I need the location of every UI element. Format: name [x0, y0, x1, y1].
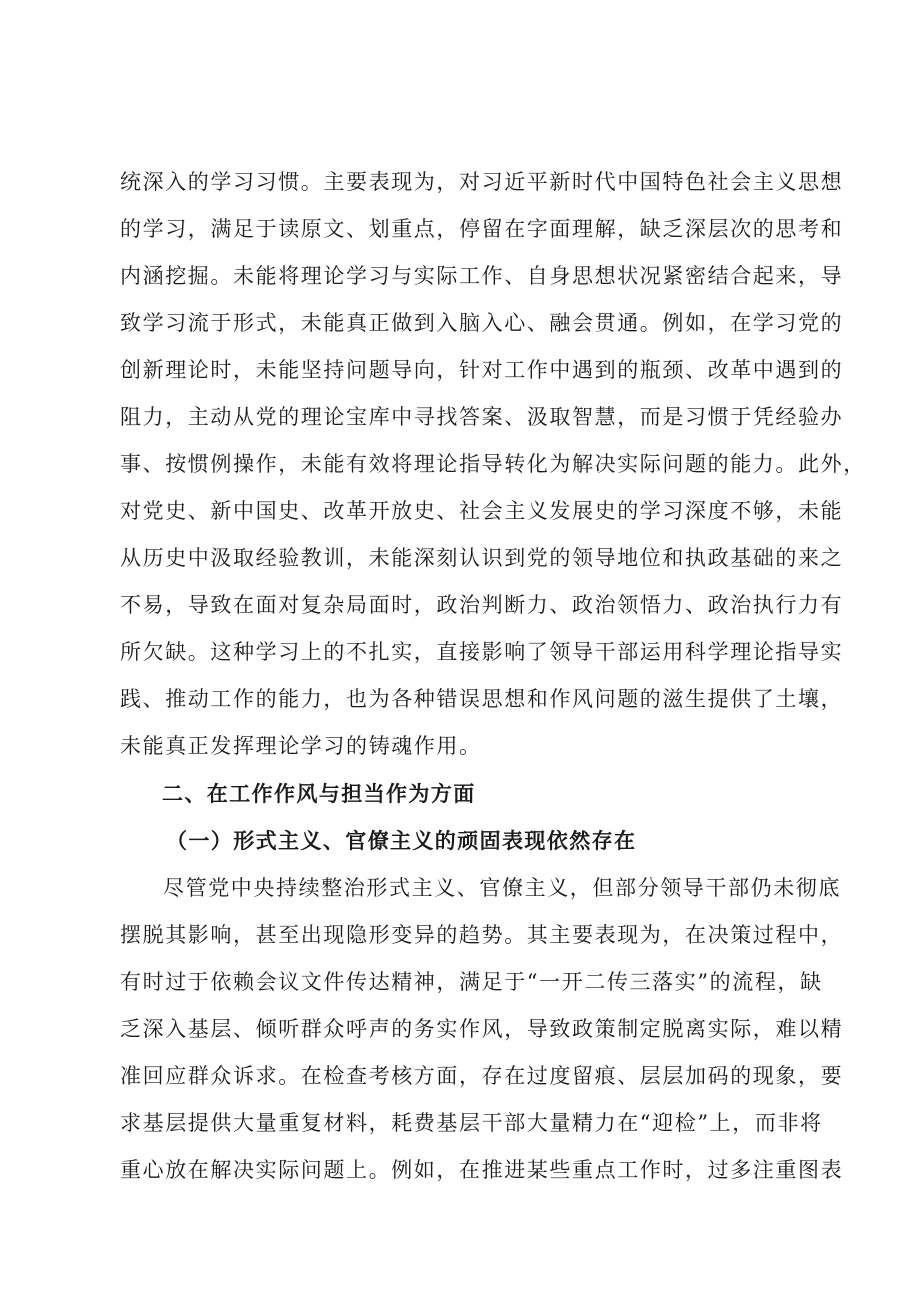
- paragraph-1-line-12: 践、推动工作的能力，也为各种错误思想和作风问题的滋生提供了土壤，: [120, 687, 844, 711]
- paragraph-2-line-7: 重心放在解决实际问题上。例如，在推进某些重点工作时，过多注重图表: [120, 1158, 844, 1182]
- paragraph-1-line-10: 不易，导致在面对复杂局面时，政治判断力、政治领悟力、政治执行力有: [120, 593, 844, 617]
- sub-heading: （一）形式主义、官僚主义的顽固表现依然存在: [166, 828, 637, 853]
- paragraph-1-line-6: 阻力，主动从党的理论宝库中寻找答案、汲取智慧，而是习惯于凭经验办: [120, 405, 844, 429]
- paragraph-1-line-2: 的学习，满足于读原文、划重点，停留在字面理解，缺乏深层次的思考和: [120, 217, 844, 241]
- paragraph-1-line-4: 致学习流于形式，未能真正做到入脑入心、融会贯通。例如，在学习党的: [120, 311, 844, 335]
- paragraph-1-line-7: 事、按惯例操作，未能有效将理论指导转化为解决实际问题的能力。此外，: [120, 452, 866, 476]
- paragraph-2-line-3: 有时过于依赖会议文件传达精神，满足于“一开二传三落实”的流程，缺: [120, 970, 823, 994]
- paragraph-1-line-11: 所欠缺。这种学习上的不扎实，直接影响了领导干部运用科学理论指导实: [120, 640, 844, 664]
- paragraph-2-line-6: 求基层提供大量重复材料，耗费基层干部大量精力在“迎检”上，而非将: [120, 1111, 823, 1135]
- paragraph-1-line-8: 对党史、新中国史、改革开放史、社会主义发展史的学习深度不够，未能: [120, 499, 844, 523]
- paragraph-2-line-5: 准回应群众诉求。在检查考核方面，存在过度留痕、层层加码的现象，要: [120, 1064, 844, 1088]
- paragraph-2-line-4: 乏深入基层、倾听群众呼声的务实作风，导致政策制定脱离实际，难以精: [120, 1017, 844, 1041]
- paragraph-2-line-1: 尽管党中央持续整治形式主义、官僚主义，但部分领导干部仍未彻底: [163, 876, 841, 900]
- paragraph-1-line-1: 统深入的学习习惯。主要表现为，对习近平新时代中国特色社会主义思想: [120, 170, 844, 194]
- paragraph-1-line-5: 创新理论时，未能坚持问题导向，针对工作中遇到的瓶颈、改革中遇到的: [120, 358, 844, 382]
- paragraph-2-line-2: 摆脱其影响，甚至出现隐形变异的趋势。其主要表现为，在决策过程中，: [120, 923, 844, 947]
- paragraph-1-line-3: 内涵挖掘。未能将理论学习与实际工作、自身思想状况紧密结合起来，导: [120, 264, 844, 288]
- paragraph-1-line-13: 未能真正发挥理论学习的铸魂作用。: [120, 734, 482, 758]
- paragraph-1-line-9: 从历史中汲取经验教训，未能深刻认识到党的领导地位和执政基础的来之: [120, 546, 844, 570]
- section-heading: 二、在工作作风与担当作为方面: [162, 782, 476, 806]
